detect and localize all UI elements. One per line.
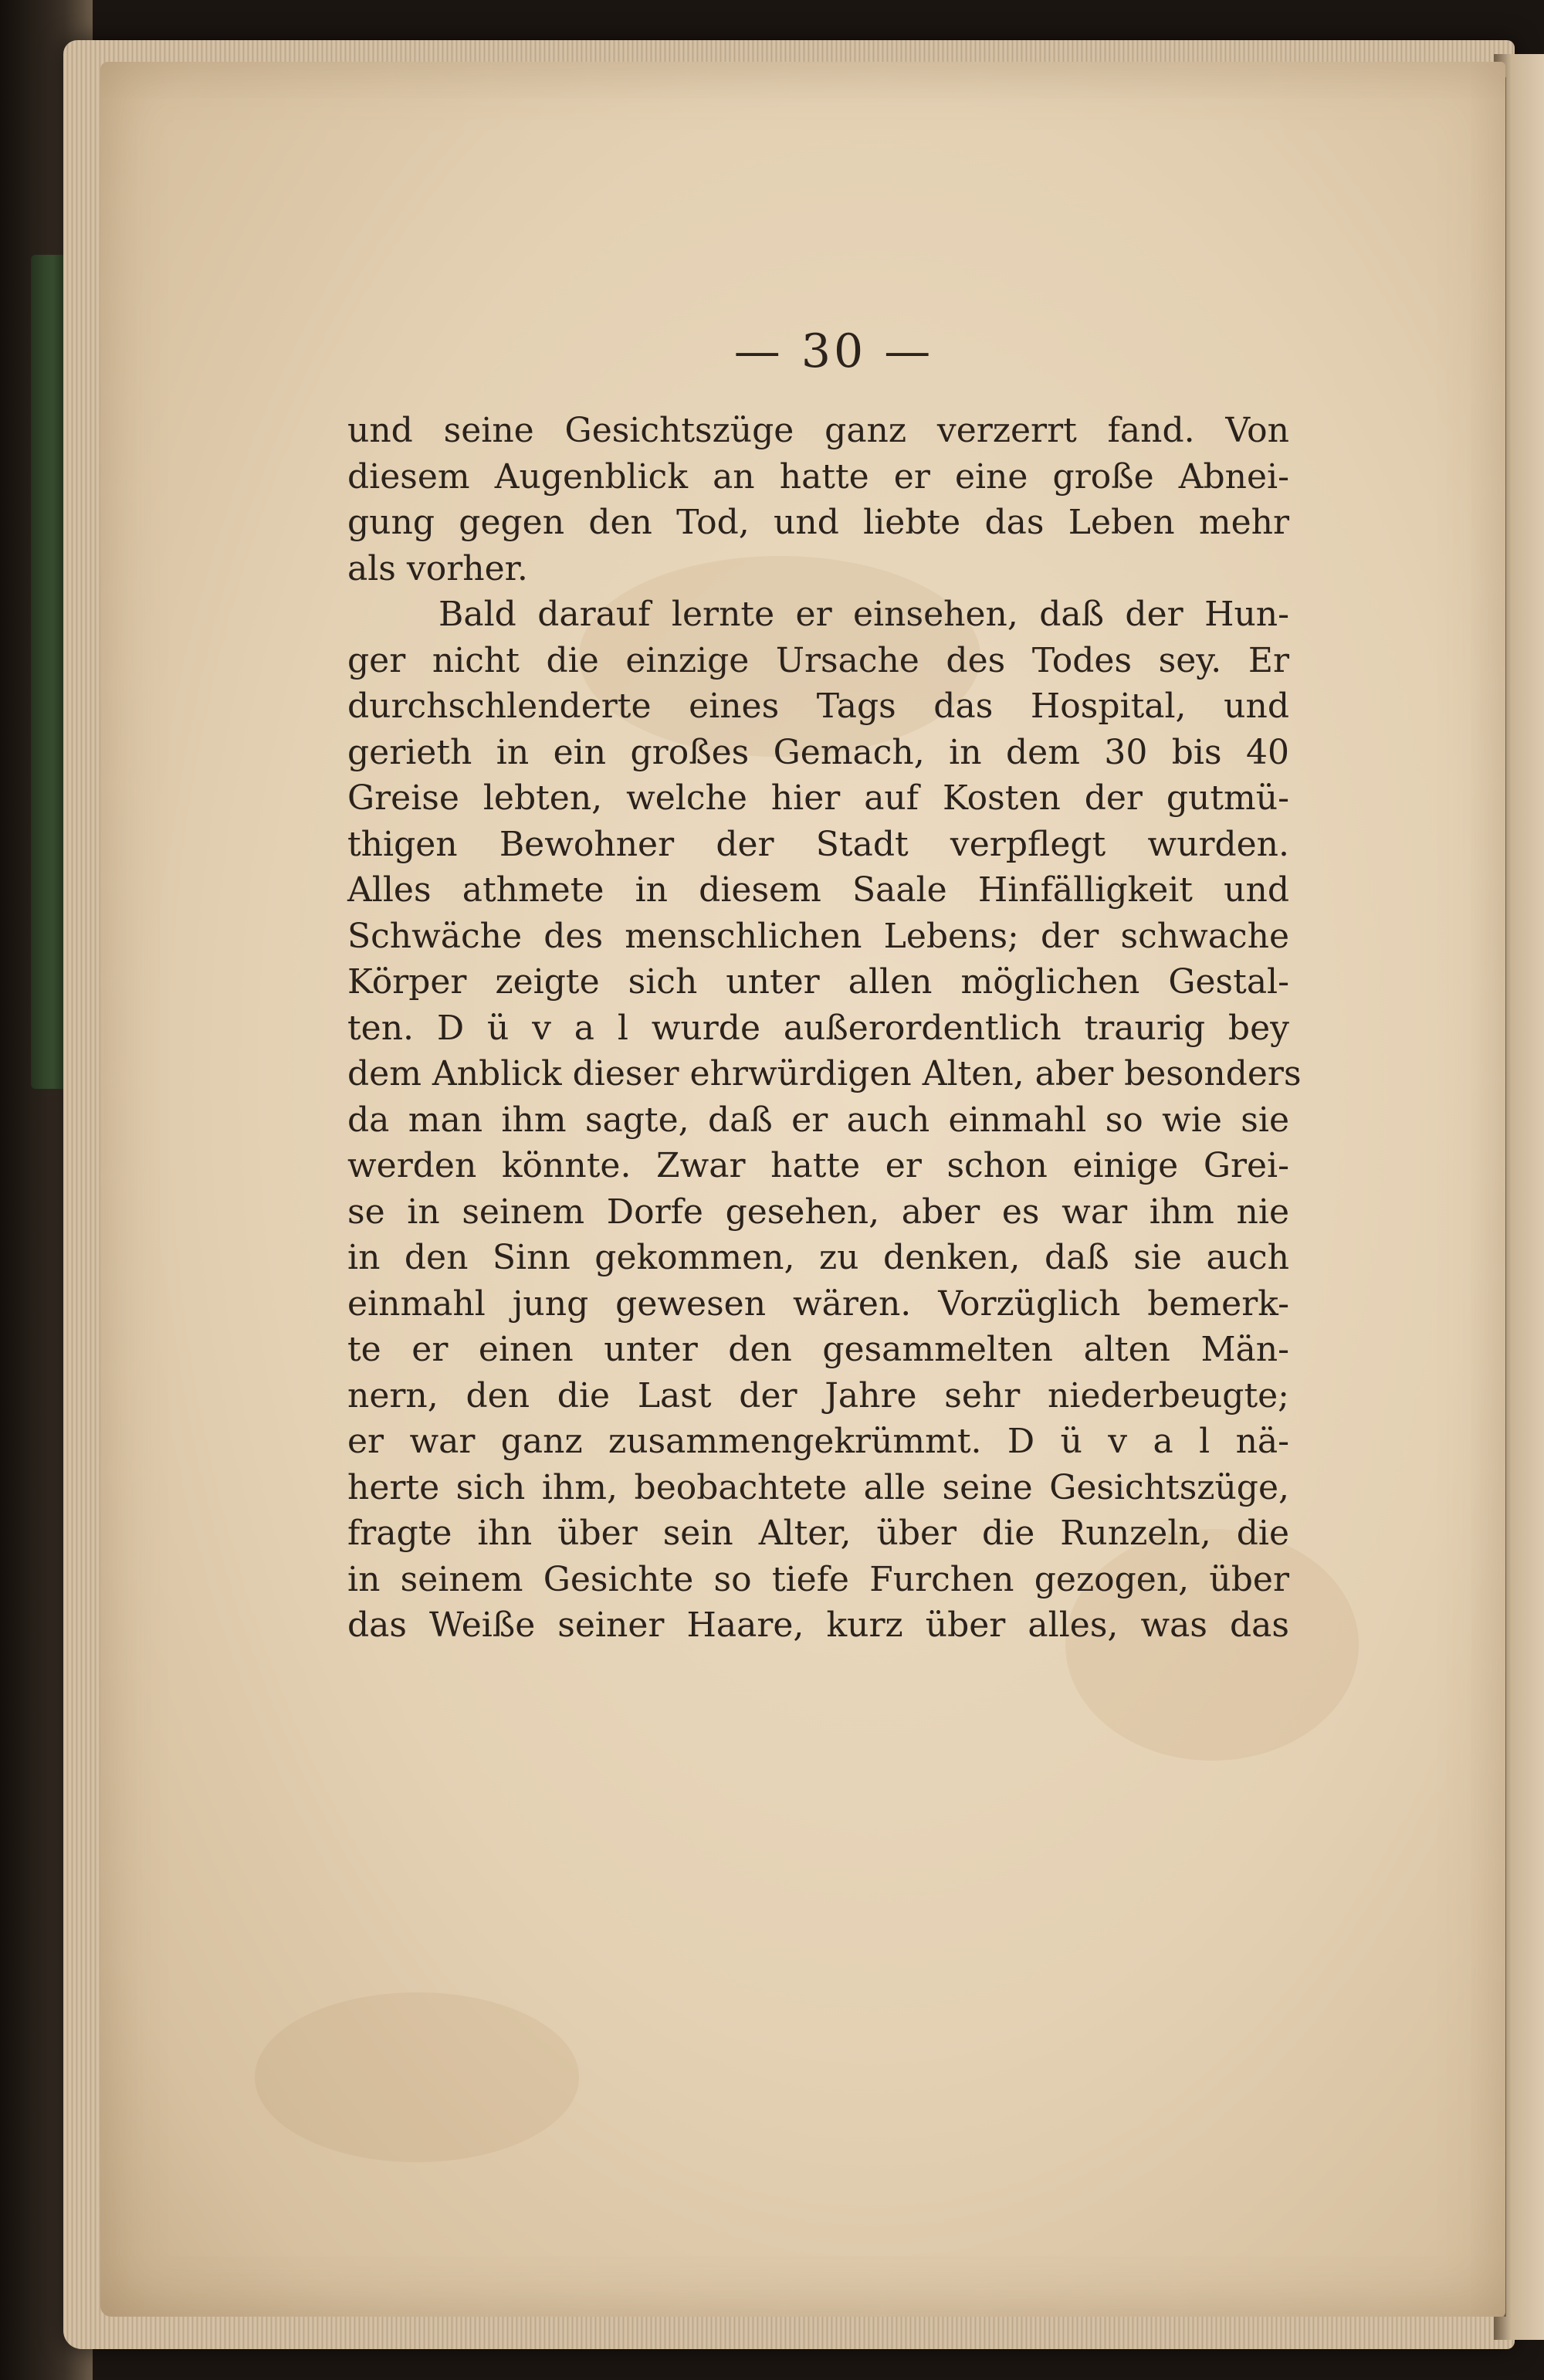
text-line: ger nicht die einzige Ursache des Todes sey. Er <box>347 640 1289 680</box>
text-line: Schwäche des menschlichen Lebens; der schwache <box>347 916 1289 956</box>
text-line: dem Anblick dieser ehrwürdigen Alten, aber besonders <box>347 1054 1302 1093</box>
text-line: Bald darauf lernte er einsehen, daß der Hun- <box>438 595 1289 634</box>
text-line: als vorher. <box>347 548 528 588</box>
text-line: gung gegen den Tod, und liebte das Leben mehr <box>347 503 1289 542</box>
text-line: Alles athmete in diesem Saale Hinfälligkeit und <box>347 870 1289 910</box>
text-line: das Weiße seiner Haare, kurz über alles, was das <box>347 1605 1289 1645</box>
text-line: herte sich ihm, beobachtete alle seine Gesichtszüge, <box>347 1467 1289 1507</box>
text-line: nern, den die Last der Jahre sehr niederbeugte; <box>347 1375 1289 1415</box>
paper-stain <box>255 1992 579 2162</box>
text-line: und seine Gesichtszüge ganz verzerrt fand. Von <box>347 411 1289 450</box>
body-text <box>347 408 1302 1649</box>
page-number: — 30 — <box>733 324 934 378</box>
text-line: fragte ihn über sein Alter, über die Runzeln, die <box>347 1514 1289 1553</box>
text-line: da man ihm sagte, daß er auch einmahl so wie sie <box>347 1100 1289 1140</box>
text-line: werden könnte. Zwar hatte er schon einige Grei- <box>347 1146 1289 1185</box>
text-line: diesem Augenblick an hatte er eine große Abnei- <box>347 456 1289 497</box>
text-line: Körper zeigte sich unter allen möglichen Gestal- <box>347 962 1289 1002</box>
text-line: gerieth in ein großes Gemach, in dem 30 bis 40 <box>347 732 1289 772</box>
text-line: in den Sinn gekommen, zu denken, daß sie auch <box>347 1238 1289 1277</box>
text-line: se in seinem Dorfe gesehen, aber es war ihm nie <box>347 1192 1289 1232</box>
text-line: te er einen unter den gesammelten alten Män- <box>347 1330 1289 1369</box>
text-line: Greise lebten, welche hier auf Kosten der gutmü- <box>347 778 1289 818</box>
text-line: durchschlenderte eines Tags das Hospital, und <box>347 687 1289 726</box>
text-line: in seinem Gesichte so tiefe Furchen gezogen, über <box>347 1559 1289 1599</box>
text-line: einmahl jung gewesen wären. Vorzüglich bemerk- <box>347 1283 1289 1324</box>
text-line: thigen Bewohner der Stadt verpflegt wurden. <box>347 824 1289 864</box>
text-line: ten. D ü v a l wurde außerordentlich traurig bey <box>347 1008 1289 1048</box>
text-line: er war ganz zusammengekrümmt. D ü v a l nä- <box>347 1422 1289 1461</box>
